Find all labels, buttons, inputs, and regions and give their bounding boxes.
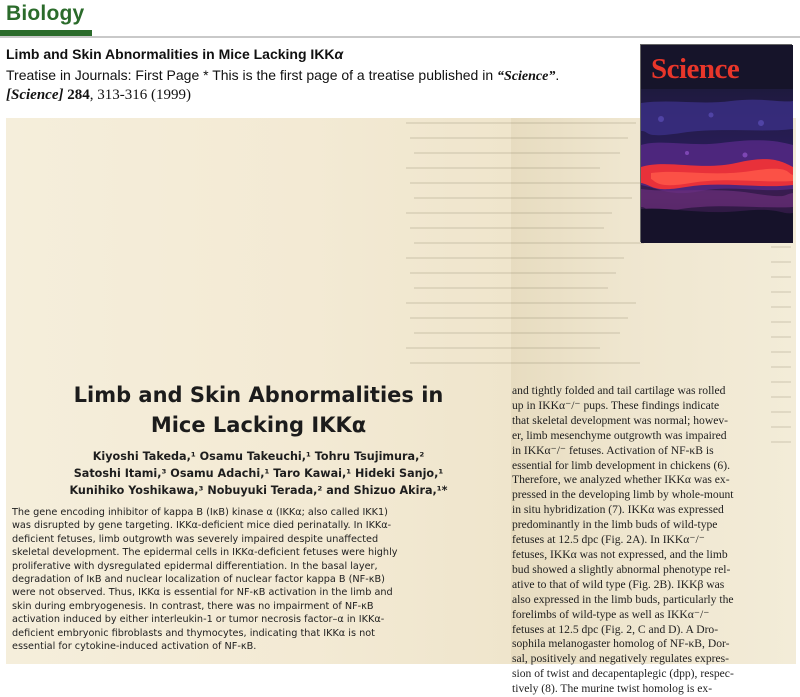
body-line: in IKKα⁻/⁻ fetuses. Activation of NF-κB is — [512, 443, 714, 457]
bleed-through-line — [771, 261, 791, 263]
bleed-through-line — [406, 167, 600, 169]
body-line: sophila melanogaster homolog of NF-κB, Dor- — [512, 637, 730, 651]
bleed-through-line — [414, 152, 620, 154]
treatise-journal: “Science” — [497, 69, 556, 84]
body-line: fetuses at 12.5 dpc (Fig. 2, C and D). A Dro- — [512, 622, 719, 636]
abstract-line: deficient embryonic fibroblasts and thymocytes, indicating that IKKα is not — [12, 627, 375, 639]
body-line: fetuses, IKKα was not expressed, and the limb — [512, 547, 728, 561]
abstract-line: deficient fetuses, limb outgrowth was severely impaired despite unaffected — [12, 533, 379, 545]
abstract-line: The gene encoding inhibitor of kappa B (IκB) kinase α (IKKα; also called IKK1) — [12, 507, 388, 518]
body-line: Therefore, we analyzed whether IKKα was ex- — [512, 473, 730, 487]
author-line: Kiyoshi Takeda,¹ Osamu Takeuchi,¹ Tohru Tsujimura,² — [92, 450, 425, 463]
treatise-text: Treatise in Journals: First Page * This is the first page of a treatise published in — [6, 67, 498, 83]
bleed-through-line — [771, 441, 791, 443]
body-line: predominantly in the limb buds of wild-type — [512, 518, 718, 532]
science-cover-image — [640, 44, 792, 242]
bleed-through-line — [414, 332, 620, 334]
bleed-through-line — [771, 291, 791, 293]
bleed-through-line — [410, 317, 628, 319]
header-rule — [0, 36, 800, 38]
bleed-through-line — [771, 321, 791, 323]
body-line: sal, positively and negatively regulates expres- — [512, 652, 729, 666]
reference-citation — [6, 87, 191, 104]
reference-title-alpha: α — [334, 46, 344, 62]
body-line: er, limb mesenchyme outgrowth was impaired — [512, 428, 727, 442]
body-line: fetuses at 12.5 dpc (Fig. 2A). In IKKα⁻/⁻ — [512, 533, 705, 547]
abstract-line: was disrupted by gene targeting. IKKα-deficient mice died perinatally. In IKKα- — [12, 520, 392, 532]
body-line: also expressed in the limb buds, particularly the — [512, 592, 734, 606]
cover-micrograph — [641, 89, 793, 243]
cover-title: Science — [651, 53, 740, 85]
bleed-through-line — [406, 122, 636, 124]
bleed-through-line — [771, 366, 791, 368]
author-line: Satoshi Itami,³ Osamu Adachi,¹ Taro Kawai,¹ Hideki Sanjo,¹ — [73, 467, 444, 480]
body-line: and tightly folded and tail cartilage was rolled — [512, 384, 726, 397]
abstract-line: degradation of IκB and nuclear localization of nuclear factor kappa B (NF-κB) — [12, 574, 385, 586]
bleed-through-line — [406, 212, 612, 214]
bleed-through-line — [410, 362, 640, 364]
body-line: pressed in the developing limb by whole-mount — [512, 488, 734, 502]
bleed-through-line — [410, 182, 640, 184]
body-line: sion of twist and decapentaplegic (dpp), respec- — [512, 667, 734, 681]
bleed-through-line — [406, 347, 600, 349]
author-list — [6, 448, 511, 499]
reference-title — [6, 46, 343, 62]
bleed-through-line — [410, 272, 616, 274]
body-line: that skeletal development was normal; howev- — [512, 413, 729, 427]
abstract — [12, 506, 502, 653]
treatise-suffix: . — [555, 67, 560, 83]
bleed-through-line — [771, 381, 791, 383]
body-text-column — [512, 384, 774, 697]
body-line: ative to that of wild type (Fig. 2B). IKKβ was — [512, 577, 725, 591]
citation-pages: , 313-316 (1999) — [89, 87, 191, 103]
citation-journal: [Science] — [6, 87, 64, 103]
bleed-through-line — [410, 227, 604, 229]
author-line: Kunihiko Yoshikawa,³ Nobuyuki Terada,² and Shizuo Akira,¹* — [69, 484, 448, 497]
bleed-through-line — [414, 197, 632, 199]
bleed-through-line — [406, 257, 624, 259]
body-line: tively (8). The murine twist homolog is ex- — [512, 682, 713, 696]
abstract-line: proliferative with dysregulated epidermal differentiation. In the basal layer, — [12, 560, 378, 572]
reference-title-text: Limb and Skin Abnormalities in Mice Lacking IKK — [6, 46, 335, 62]
bleed-through-line — [771, 246, 791, 248]
abstract-line: were not observed. Thus, IKKα is essential for NF-κB activation in the limb and — [12, 587, 393, 599]
body-line: up in IKKα⁻/⁻ pups. These findings indicate — [512, 398, 720, 412]
section-label: Biology — [6, 2, 85, 25]
bleed-through-line — [771, 426, 791, 428]
bleed-through-line — [771, 276, 791, 278]
citation-volume: 284 — [67, 87, 90, 103]
abstract-line: essential for cytokine-induced activation of NF-κB. — [12, 641, 257, 653]
abstract-line: skeletal development. The epidermal cells in IKKα-deficient fetuses were highly — [12, 547, 398, 559]
abstract-line: skin during embryogenesis. In contrast, there was no impairment of NF-κB — [12, 600, 374, 612]
bleed-through-line — [771, 306, 791, 308]
abstract-line: activation induced by either interleukin-1 or tumor necrosis factor–α in IKKα- — [12, 614, 385, 626]
body-line: forelimbs of wild-type as well as IKKα⁻/⁻ — [512, 607, 710, 621]
body-line: in situ hybridization (7). IKKα was expressed — [512, 503, 724, 517]
bleed-through-line — [771, 336, 791, 338]
bleed-through-line — [406, 302, 636, 304]
article-title — [6, 380, 511, 440]
reference-treatise-note — [6, 67, 559, 85]
bleed-through-line — [410, 137, 628, 139]
bleed-through-line — [771, 396, 791, 398]
bleed-through-line — [771, 351, 791, 353]
bleed-through-line — [414, 287, 608, 289]
body-line: bud showed a slightly abnormal phenotype rel- — [512, 562, 731, 576]
article-title-line: Mice Lacking IKKα — [150, 413, 367, 437]
bleed-through-line — [771, 411, 791, 413]
article-title-line: Limb and Skin Abnormalities in — [73, 383, 444, 407]
body-line: essential for limb development in chickens (6). — [512, 458, 730, 472]
bleed-through-line — [414, 242, 644, 244]
